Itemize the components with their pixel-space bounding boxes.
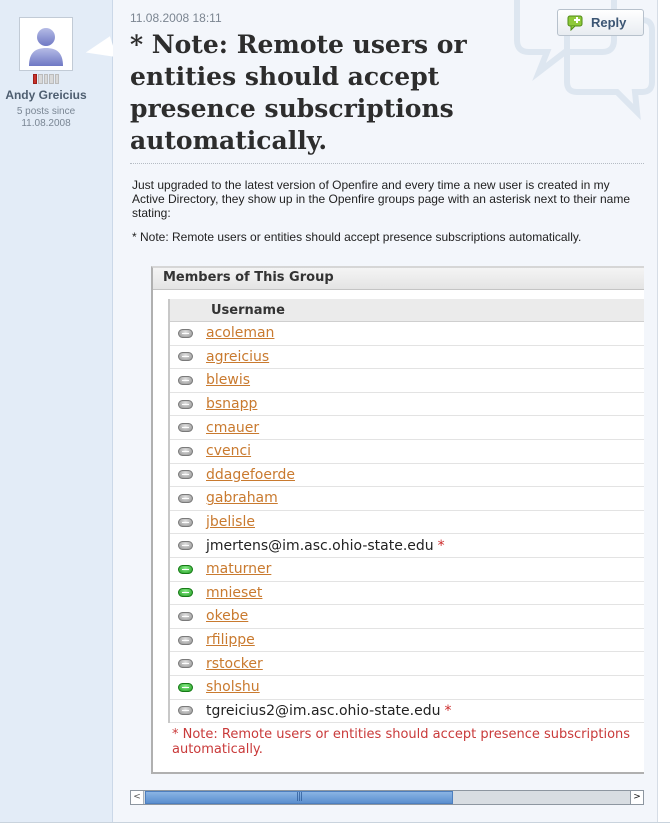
table-row [170, 440, 644, 464]
username-link[interactable]: bsnapp [206, 396, 258, 413]
status-offline-icon [178, 518, 193, 527]
window-edge [657, 0, 670, 822]
rank-segment [38, 74, 42, 84]
table-row [170, 700, 644, 724]
table-row [170, 629, 644, 653]
reply-label: Reply [591, 15, 627, 30]
rank-segment [55, 74, 59, 84]
table-row [170, 558, 644, 582]
status-offline-icon [178, 636, 193, 645]
username-link[interactable]: cvenci [206, 443, 252, 460]
members-table [168, 299, 644, 723]
remote-username: tgreicius2@im.asc.ohio-state.edu [206, 702, 441, 719]
table-row [170, 464, 644, 488]
table-row [170, 582, 644, 606]
username-link[interactable]: mnieset [206, 584, 263, 601]
username-link[interactable]: gabraham [206, 490, 278, 507]
username-link[interactable]: agreicius [206, 348, 270, 365]
username-column-header: Username [170, 299, 644, 322]
avatar[interactable] [19, 17, 73, 71]
horizontal-scrollbar[interactable] [130, 790, 644, 805]
username-link[interactable]: maturner [206, 561, 272, 578]
title-divider [130, 163, 644, 164]
table-row [170, 369, 644, 393]
table-row [170, 511, 644, 535]
username-link[interactable]: rfilippe [206, 632, 255, 649]
username-link[interactable]: okebe [206, 608, 249, 625]
table-row [170, 416, 644, 440]
status-offline-icon [178, 423, 193, 432]
author-post-count: 5 posts since 11.08.2008 [16, 106, 76, 129]
status-online-icon [178, 683, 193, 692]
remote-asterisk: * [444, 702, 452, 719]
scrollbar-thumb[interactable]: ||| [145, 791, 453, 804]
status-offline-icon [178, 470, 193, 479]
table-row [170, 322, 644, 346]
username-link[interactable]: cmauer [206, 419, 260, 436]
status-offline-icon [178, 541, 193, 550]
status-offline-icon [178, 329, 193, 338]
author-sidebar [0, 0, 113, 822]
status-offline-icon [178, 612, 193, 621]
embedded-screenshot [151, 266, 644, 774]
username-link[interactable]: rstocker [206, 655, 263, 672]
scroll-right-arrow-icon[interactable]: > [630, 791, 643, 804]
rank-segment [33, 74, 37, 84]
member-rows [170, 322, 644, 723]
status-offline-icon [178, 659, 193, 668]
table-row [170, 652, 644, 676]
rank-segment [49, 74, 53, 84]
table-row [170, 346, 644, 370]
post-title: * Note: Remote users or entities should accept presence subscriptions automatically. [130, 30, 467, 155]
author-name[interactable]: Andy Greicius [5, 88, 87, 102]
username-link[interactable]: sholshu [206, 679, 260, 696]
post-paragraph: * Note: Remote users or entities should accept presence subscriptions automatically. [132, 230, 582, 244]
post-date: 11.08.2008 18:11 [130, 11, 222, 25]
user-avatar-icon [20, 18, 72, 70]
status-offline-icon [178, 376, 193, 385]
remote-asterisk: * [437, 537, 445, 554]
status-offline-icon [178, 706, 193, 715]
username-link[interactable]: acoleman [206, 325, 275, 342]
username-link[interactable]: blewis [206, 372, 251, 389]
status-offline-icon [178, 494, 193, 503]
rank-segment [44, 74, 48, 84]
group-header: Members of This Group [153, 268, 644, 290]
username-link[interactable]: jbelisle [206, 514, 255, 531]
scroll-left-arrow-icon[interactable]: < [131, 791, 144, 804]
status-offline-icon [178, 447, 193, 456]
reply-icon [567, 15, 585, 31]
status-online-icon [178, 565, 193, 574]
post-paragraph: Just upgraded to the latest version of Openfire and every time a new user is created in my Active Directory, they show up in the Openfire groups page with an asterisk next to their name stating: [132, 178, 631, 220]
table-row [170, 676, 644, 700]
status-offline-icon [178, 400, 193, 409]
username-link[interactable]: ddagefoerde [206, 466, 295, 483]
status-offline-icon [178, 352, 193, 361]
reply-button[interactable] [557, 9, 644, 36]
post-body [113, 0, 657, 822]
table-row [170, 393, 644, 417]
remote-username: jmertens@im.asc.ohio-state.edu [206, 537, 434, 554]
table-row [170, 605, 644, 629]
remote-users-note: * Note: Remote users or entities should accept presence subscriptions automatically. [172, 727, 631, 757]
rank-meter [33, 74, 59, 84]
table-row [170, 534, 644, 558]
bottom-border [0, 822, 670, 823]
status-online-icon [178, 588, 193, 597]
table-row [170, 487, 644, 511]
